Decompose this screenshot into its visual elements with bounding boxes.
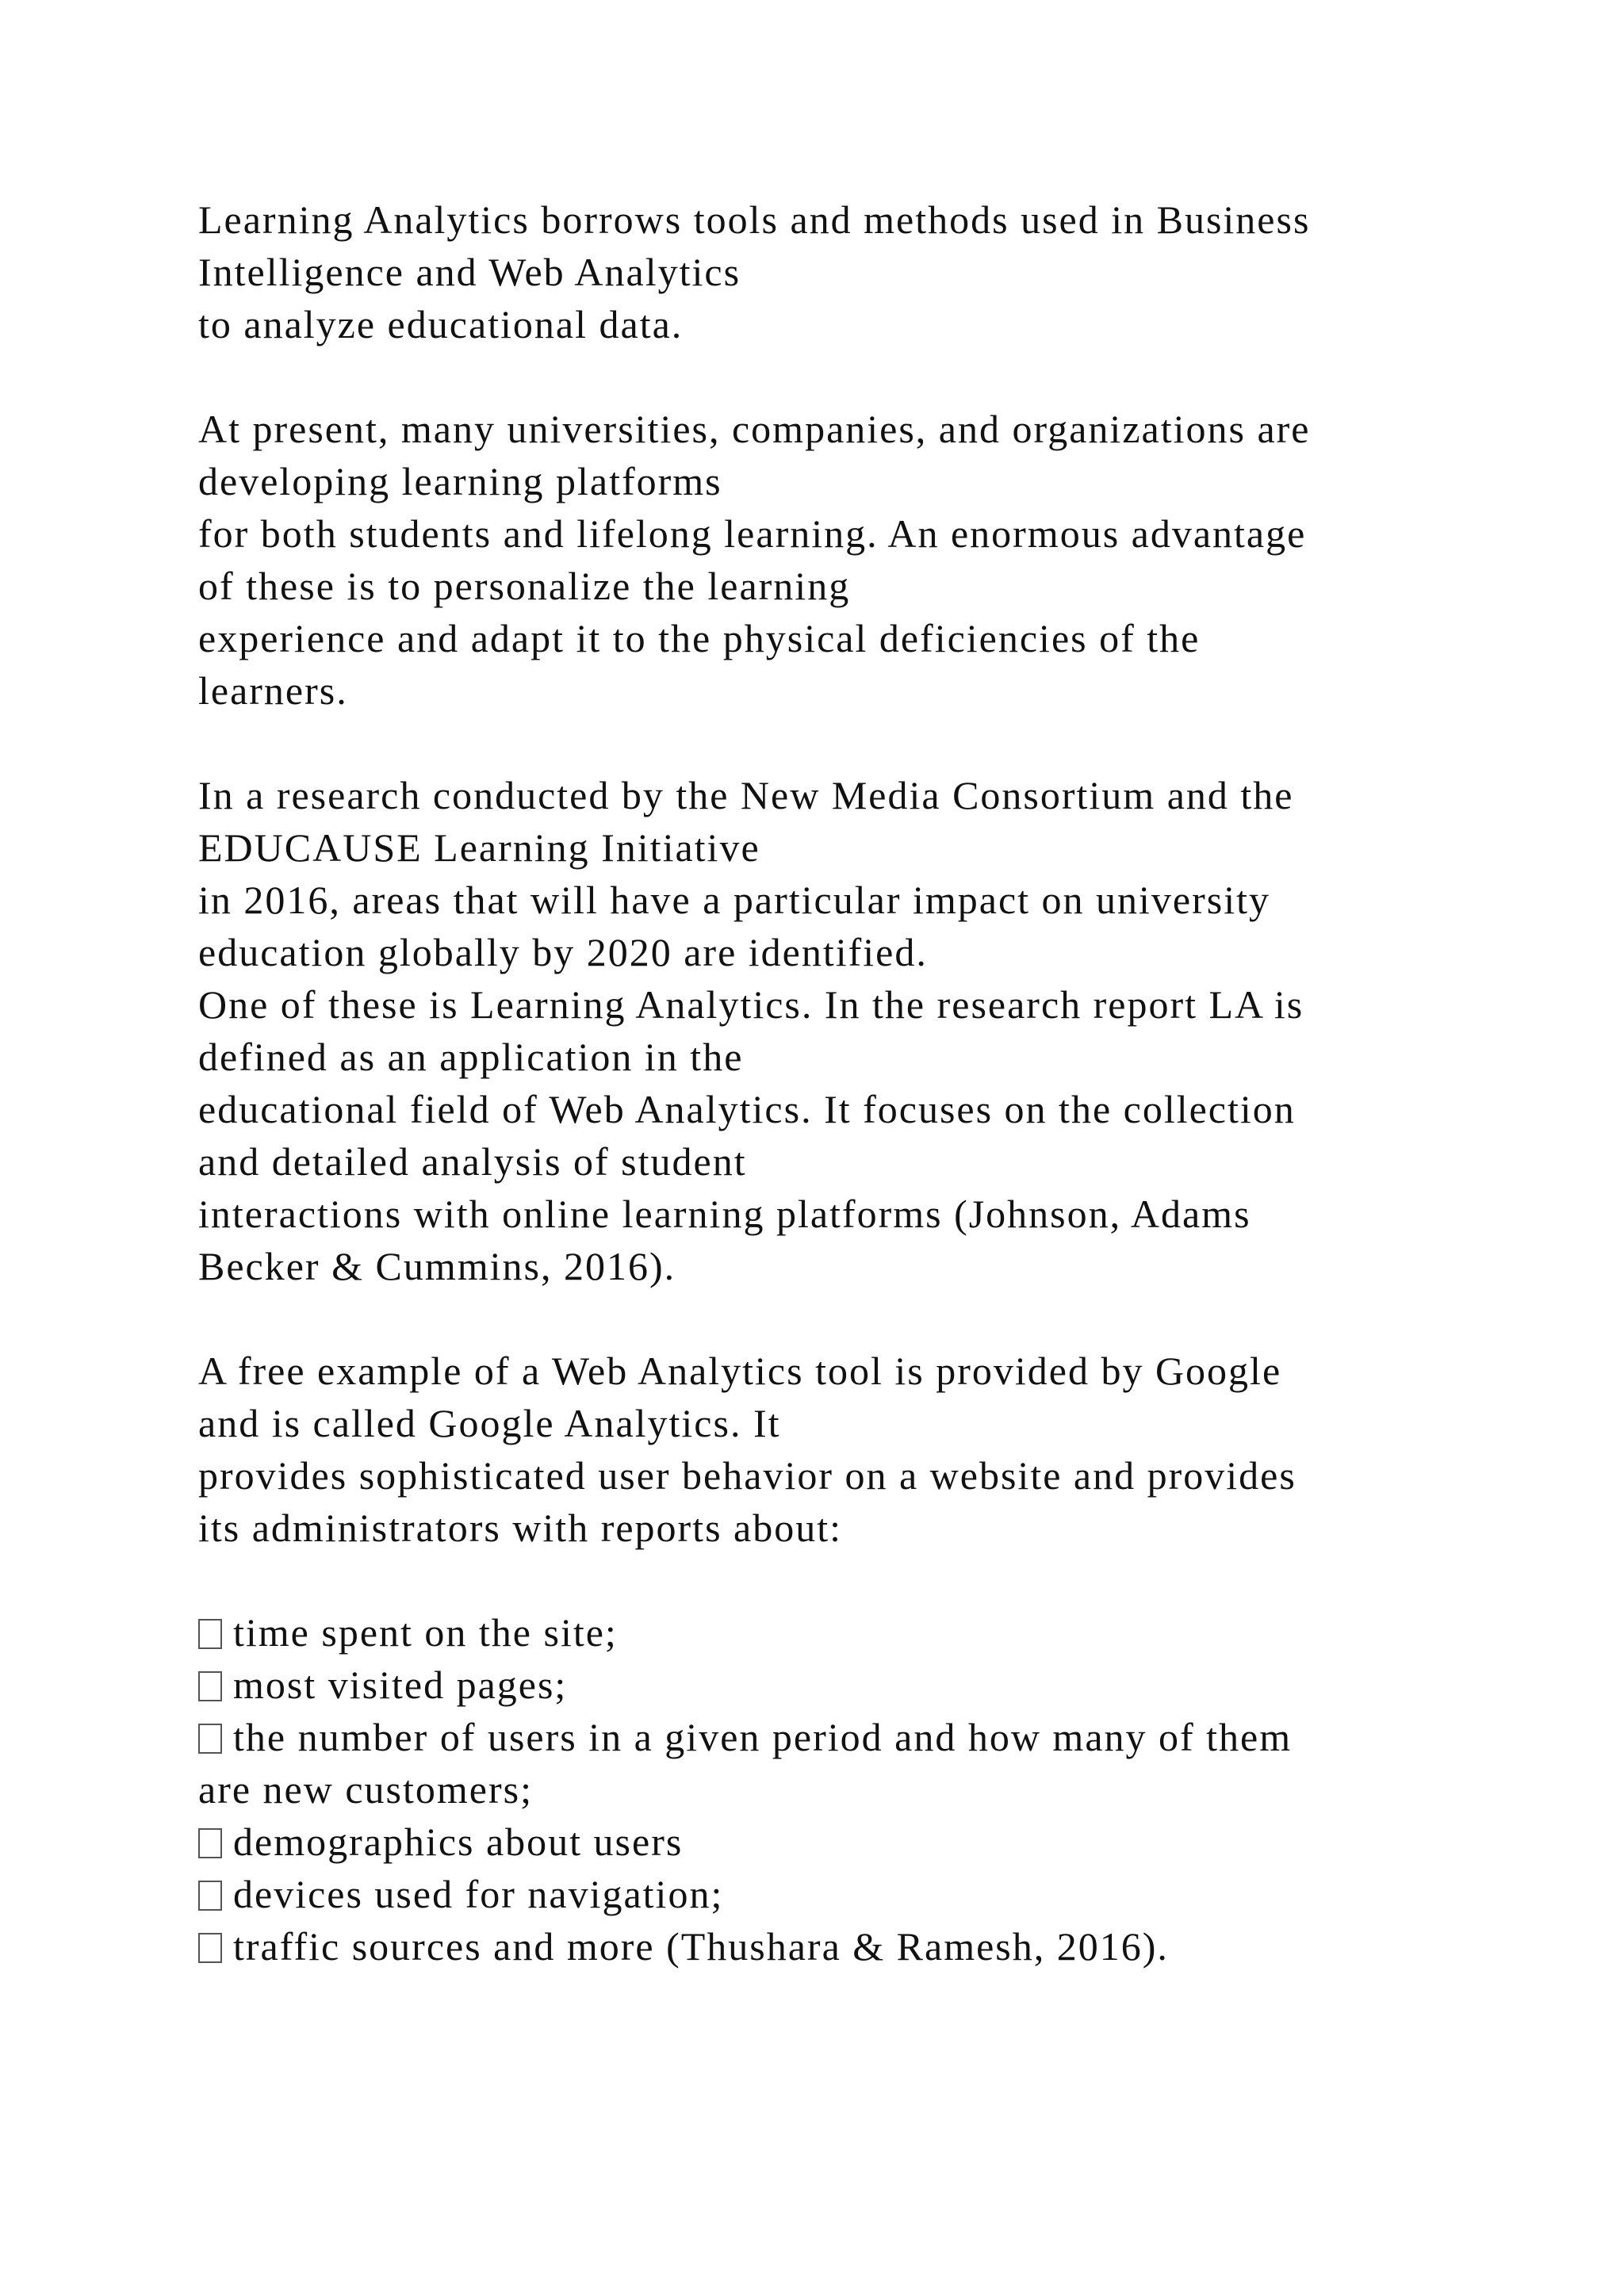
paragraph-platforms	[198, 403, 1499, 717]
text-line	[198, 1606, 1499, 1659]
text-line	[198, 1868, 1499, 1920]
text-line: educational field of Web Analytics. It focuses on the collection	[198, 1087, 1296, 1131]
text-line: A free example of a Web Analytics tool is provided by Google	[198, 1349, 1282, 1393]
text-line: developing learning platforms	[198, 459, 722, 503]
paragraph-intro	[198, 193, 1499, 350]
text-line: experience and adapt it to the physical deficiencies of the	[198, 616, 1201, 660]
missing-glyph-box-icon	[198, 1671, 222, 1701]
missing-glyph-box-icon	[198, 1619, 222, 1649]
missing-glyph-box-icon	[198, 1881, 222, 1911]
text-line: in 2016, areas that will have a particular impact on university	[198, 878, 1271, 922]
text-line: are new customers;	[198, 1767, 533, 1812]
text-line: to analyze educational data.	[198, 302, 684, 346]
paragraph-google-analytics	[198, 1345, 1499, 1554]
text-line	[198, 1659, 1499, 1711]
list-item	[198, 1816, 1499, 1868]
missing-glyph-box-icon	[198, 1724, 222, 1754]
text-line: interactions with online learning platforms (Johnson, Adams	[198, 1192, 1251, 1236]
list-item-text: demographics about users	[233, 1820, 684, 1864]
text-line: defined as an application in the	[198, 1035, 744, 1079]
text-line: for both students and lifelong learning. An enormous advantage	[198, 511, 1307, 556]
list-item	[198, 1868, 1499, 1920]
text-line: EDUCAUSE Learning Initiative	[198, 825, 760, 870]
text-line: education globally by 2020 are identified.	[198, 930, 928, 974]
missing-glyph-box-icon	[198, 1933, 222, 1963]
document-body	[198, 193, 1499, 1973]
list-item-text: traffic sources and more (Thushara & Ramesh, 2016).	[233, 1924, 1169, 1969]
paragraph-research	[198, 769, 1499, 1292]
text-line: of these is to personalize the learning	[198, 564, 851, 608]
missing-glyph-box-icon	[198, 1828, 222, 1858]
text-line: In a research conducted by the New Media Consortium and the	[198, 773, 1294, 817]
text-line: and detailed analysis of student	[198, 1139, 747, 1184]
text-line: learners.	[198, 668, 348, 713]
list-item-text: the number of users in a given period and how many of them	[233, 1715, 1293, 1759]
text-line: At present, many universities, companies, and organizations are	[198, 407, 1311, 451]
text-line: Becker & Cummins, 2016).	[198, 1244, 676, 1288]
report-bullet-list	[198, 1606, 1499, 1973]
list-item	[198, 1606, 1499, 1659]
text-line	[198, 1711, 1499, 1763]
text-line: Learning Analytics borrows tools and methods used in Business	[198, 197, 1311, 242]
list-item-text: devices used for navigation;	[233, 1872, 724, 1916]
text-line: provides sophisticated user behavior on a website and provides	[198, 1453, 1297, 1498]
text-line	[198, 1920, 1499, 1973]
text-line: One of these is Learning Analytics. In the research report LA is	[198, 982, 1304, 1027]
text-line: its administrators with reports about:	[198, 1506, 843, 1550]
list-item	[198, 1711, 1499, 1816]
list-item	[198, 1659, 1499, 1711]
list-item-text: most visited pages;	[233, 1663, 568, 1707]
text-line: Intelligence and Web Analytics	[198, 250, 741, 294]
list-item-text: time spent on the site;	[233, 1610, 618, 1655]
list-item	[198, 1920, 1499, 1973]
text-line	[198, 1816, 1499, 1868]
text-line: and is called Google Analytics. It	[198, 1401, 781, 1445]
